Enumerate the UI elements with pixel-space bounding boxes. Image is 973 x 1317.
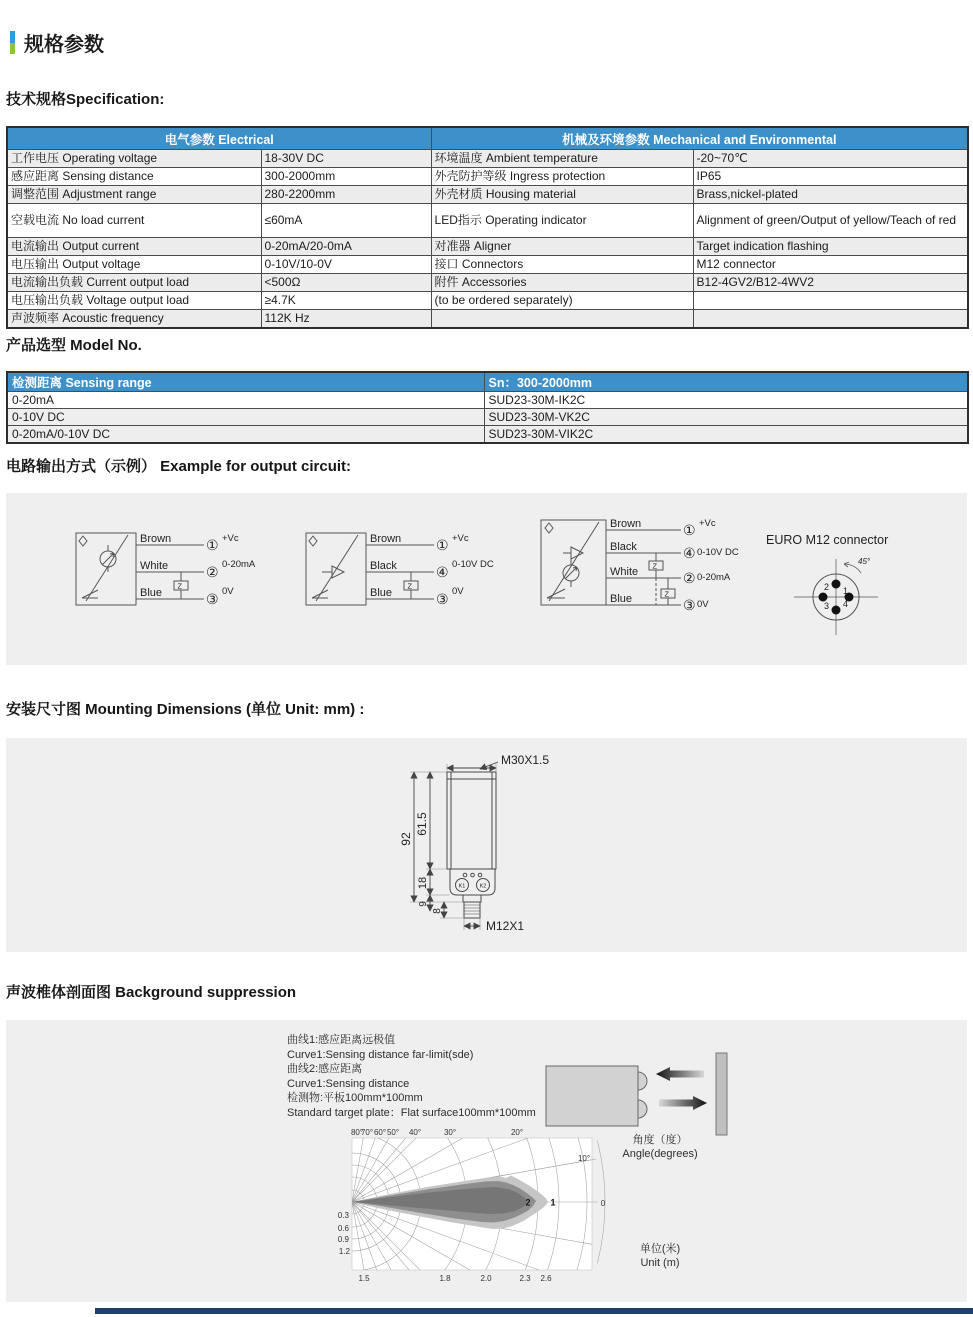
spec-heading: 技术规格Specification:	[6, 91, 165, 108]
spec-row	[7, 204, 968, 238]
mounting-dimension-drawing	[364, 746, 594, 946]
dim-label-m30: M30X1.5	[501, 753, 550, 767]
spec-cell: -20~70℃	[693, 150, 968, 168]
footer-divider-bar	[95, 1308, 973, 1314]
model-heading: 产品选型 Model No.	[6, 337, 142, 354]
diamond-icon	[309, 536, 317, 546]
circuit-diagram-dual-output	[521, 505, 781, 650]
wire-label: Blue	[610, 593, 633, 605]
angle-tick: 20°	[510, 1128, 524, 1137]
beam-legend	[287, 1033, 536, 1120]
page-title: 规格参数	[24, 34, 104, 56]
spec-cell: 电流输出负载 Current output load	[7, 274, 261, 292]
dim-label-92: 92	[399, 832, 413, 846]
spec-cell: <500Ω	[261, 274, 431, 292]
model-cell: SUD23-30M-IK2C	[484, 392, 968, 409]
page-title-row	[10, 28, 104, 57]
signal-label: 0-10V DC	[697, 547, 739, 558]
spec-cell: 环境温度 Ambient temperature	[431, 150, 693, 168]
spec-cell: 电压输出 Output voltage	[7, 256, 261, 274]
connector-neck	[463, 895, 481, 902]
model-cell: SUD23-30M-VK2C	[484, 409, 968, 426]
m12-connector-title: EURO M12 connector	[766, 533, 889, 547]
wire-label: Black	[370, 560, 397, 572]
pin-number: ③	[436, 591, 449, 607]
unit-axis-label	[590, 1242, 730, 1270]
pin-dot	[832, 580, 841, 589]
spec-cell: 电压输出负载 Voltage output load	[7, 292, 261, 310]
circuit-diagram-voltage-output	[286, 515, 526, 640]
wire-label: Blue	[370, 587, 393, 599]
angle-tick: 60°	[373, 1128, 387, 1137]
legend-line: 检测物:平板100mm*100mm	[287, 1092, 423, 1104]
range-tick: 1.5	[358, 1274, 370, 1283]
range-tick: 2.3	[519, 1274, 531, 1283]
wire-label: Brown	[140, 533, 172, 545]
model-table	[6, 371, 969, 444]
spec-cell: ≤60mA	[261, 204, 431, 238]
model-header-range: 检测距离 Sensing range	[7, 372, 484, 392]
spec-cell: 280-2200mm	[261, 186, 431, 204]
ramp-icon	[312, 590, 328, 598]
pin-number: ②	[206, 564, 219, 580]
signal-label: 0V	[697, 599, 709, 610]
dim-label-8: 8	[432, 908, 443, 914]
led-dot	[478, 873, 482, 877]
wire-label: Brown	[610, 518, 642, 530]
target-plate	[716, 1053, 727, 1135]
beam-heading: 声波椎体剖面图 Background suppression	[6, 984, 297, 1001]
angle-tick: 10°	[577, 1154, 591, 1163]
load-label: Z	[177, 581, 183, 591]
signal-label: +Vc	[452, 533, 469, 544]
model-row	[7, 392, 968, 409]
spec-row	[7, 168, 968, 186]
knob-k2-label: K2	[479, 883, 487, 890]
angle-tick: 40°	[408, 1128, 422, 1137]
unit-label-zh: 单位(米)	[639, 1243, 681, 1255]
spec-cell: IP65	[693, 168, 968, 186]
model-cell: 0-10V DC	[7, 409, 484, 426]
legend-line: Curve1:Sensing distance	[287, 1077, 410, 1090]
spec-row	[7, 238, 968, 256]
spec-cell: 300-2000mm	[261, 168, 431, 186]
range-tick: 1.2	[338, 1247, 350, 1256]
diamond-icon	[545, 523, 553, 533]
angle-tick: 0	[600, 1199, 606, 1208]
spec-cell: (to be ordered separately)	[431, 292, 693, 310]
model-row	[7, 409, 968, 426]
connector-thread	[464, 902, 480, 918]
model-header-row	[7, 372, 968, 392]
echo-arrow-icon	[656, 1067, 704, 1081]
circuit-panel	[6, 493, 967, 665]
spec-row	[7, 256, 968, 274]
spec-cell: B12-4GV2/B12-4WV2	[693, 274, 968, 292]
spec-cell	[431, 310, 693, 329]
transducer-bump	[638, 1072, 647, 1090]
signal-label: +Vc	[222, 533, 239, 544]
angle-tick: 50°	[386, 1128, 400, 1137]
spec-cell: Alignment of green/Output of yellow/Teach of red	[693, 204, 968, 238]
spec-row	[7, 150, 968, 168]
spec-table	[6, 126, 969, 329]
amplifier-icon	[322, 566, 344, 578]
spec-cell	[693, 310, 968, 329]
beam-pattern-chart	[330, 1125, 625, 1305]
legend-line: 曲线1:感应距离远极值	[287, 1034, 396, 1046]
spec-row	[7, 292, 968, 310]
angle-label-zh: 角度（度）	[632, 1134, 688, 1146]
model-cell: 0-20mA/0-10V DC	[7, 426, 484, 444]
pin-number: ①	[206, 537, 219, 553]
led-dot	[463, 873, 467, 877]
model-cell: 0-20mA	[7, 392, 484, 409]
range-tick: 2.6	[540, 1274, 552, 1283]
spec-cell: 感应距离 Sensing distance	[7, 168, 261, 186]
spec-cell: 外壳防护等级 Ingress protection	[431, 168, 693, 186]
angle-label-en: Angle(degrees)	[622, 1148, 698, 1160]
pin-number: ②	[683, 570, 696, 586]
curve2-tip-label: 2	[525, 1197, 531, 1208]
legend-line: Standard target plate：Flat surface100mm*100mm	[287, 1106, 536, 1119]
spec-cell	[693, 292, 968, 310]
model-header-sn: Sn：300-2000mm	[484, 372, 968, 392]
pin-label: 3	[824, 601, 830, 611]
spec-cell: 工作电压 Operating voltage	[7, 150, 261, 168]
dim-label-m12: M12X1	[486, 919, 525, 933]
angle-tick: 80°	[350, 1128, 364, 1137]
pin-number: ③	[206, 591, 219, 607]
pin-number: ①	[436, 537, 449, 553]
angle-tick: 30°	[443, 1128, 457, 1137]
spec-cell: 附件 Accessories	[431, 274, 693, 292]
spec-cell: M12 connector	[693, 256, 968, 274]
spec-row	[7, 274, 968, 292]
m12-connector-block	[766, 533, 966, 647]
sensor-body	[546, 1066, 638, 1126]
emit-arrow-icon	[659, 1096, 707, 1110]
spec-header-row	[7, 127, 968, 150]
range-tick: 0.9	[337, 1235, 349, 1244]
spec-cell: ≥4.7K	[261, 292, 431, 310]
model-cell: SUD23-30M-VIK2C	[484, 426, 968, 444]
wire-label: Blue	[140, 587, 163, 599]
circuit-heading: 电路输出方式（示例） Example for output circuit:	[6, 458, 352, 475]
beam-panel	[6, 1020, 967, 1302]
spec-row	[7, 186, 968, 204]
pin-dot	[832, 606, 841, 615]
legend-line: Curve1:Sensing distance far-limit(sde)	[287, 1048, 474, 1061]
spec-cell: Brass,nickel-plated	[693, 186, 968, 204]
ramp-icon	[82, 590, 98, 598]
sensor-barrel	[447, 772, 496, 869]
range-tick: 1.8	[439, 1274, 451, 1283]
spec-cell: 接口 Connectors	[431, 256, 693, 274]
range-tick: 0.6	[337, 1224, 349, 1233]
spec-cell: 18-30V DC	[261, 150, 431, 168]
m12-connector-pinout-icon	[766, 547, 916, 642]
wire-label: Black	[610, 541, 637, 553]
spec-cell: 0-20mA/20-0mA	[261, 238, 431, 256]
unit-label-en: Unit (m)	[640, 1257, 680, 1269]
pin-number: ③	[683, 597, 696, 613]
signal-label: 0-10V DC	[452, 559, 494, 570]
angle-tick: 70°	[360, 1128, 374, 1137]
dim-label-18: 18	[417, 876, 429, 890]
pin-label: 1	[843, 586, 849, 596]
wire-label: White	[610, 566, 639, 578]
load-label: Z	[652, 561, 658, 571]
pin-label: 2	[824, 582, 830, 592]
mounting-panel	[6, 738, 967, 952]
legend-line: 曲线2:感应距离	[287, 1063, 363, 1075]
spec-cell: 空载电流 No load current	[7, 204, 261, 238]
model-row	[7, 426, 968, 444]
knob-k1-label: K1	[458, 883, 466, 890]
spec-cell: 电流输出 Output current	[7, 238, 261, 256]
signal-label: +Vc	[699, 518, 716, 529]
signal-label: 0-20mA	[222, 559, 256, 570]
wire-label: Brown	[370, 533, 402, 545]
pin-number: ④	[436, 564, 449, 580]
curve1-tip-label: 1	[550, 1197, 556, 1208]
load-label: Z	[664, 589, 670, 599]
led-dot	[471, 873, 475, 877]
signal-label: 0-20mA	[697, 572, 731, 583]
dim-label-61-5: 61.5	[415, 812, 429, 836]
pin-number: ①	[683, 522, 696, 538]
range-tick: 0.3	[337, 1211, 349, 1220]
spec-cell: 112K Hz	[261, 310, 431, 329]
spec-header-mechanical: 机械及环境参数 Mechanical and Environmental	[431, 127, 968, 150]
mounting-heading: 安装尺寸图 Mounting Dimensions (单位 Unit: mm) :	[6, 701, 365, 718]
spec-cell: LED指示 Operating indicator	[431, 204, 693, 238]
spec-cell: Target indication flashing	[693, 238, 968, 256]
signal-label: 0V	[222, 586, 234, 597]
spec-cell: 外壳材质 Housing material	[431, 186, 693, 204]
spec-header-electrical: 电气参数 Electrical	[7, 127, 431, 150]
pin-number: ④	[683, 545, 696, 561]
wire-label: White	[140, 560, 169, 572]
load-label: Z	[407, 581, 413, 591]
spec-cell: 调整范围 Adjustment range	[7, 186, 261, 204]
amplifier-icon	[563, 547, 583, 559]
diamond-icon	[79, 536, 87, 546]
title-accent-bar-icon	[10, 31, 15, 54]
dim-label-9: 9	[418, 901, 429, 907]
circuit-diagram-current-output	[56, 515, 296, 640]
angle-45-label: 45°	[858, 557, 871, 566]
range-tick: 2.0	[480, 1274, 492, 1283]
spec-cell: 对准器 Aligner	[431, 238, 693, 256]
transducer-bump	[638, 1100, 647, 1118]
spec-row	[7, 310, 968, 329]
spec-cell: 0-10V/10-0V	[261, 256, 431, 274]
pin-label: 4	[843, 599, 849, 609]
spec-cell: 声波频率 Acoustic frequency	[7, 310, 261, 329]
signal-label: 0V	[452, 586, 464, 597]
